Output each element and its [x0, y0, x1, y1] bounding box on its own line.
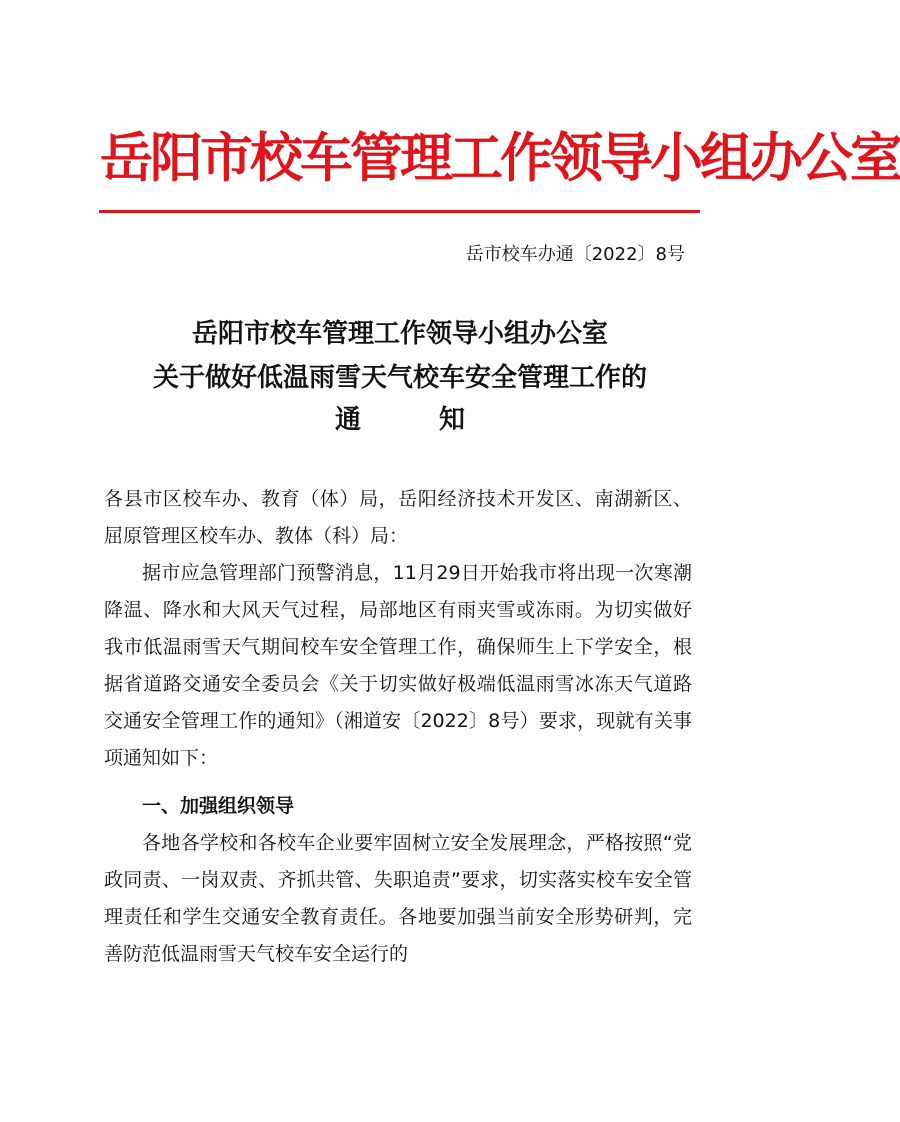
body-paragraph-1: 据市应急管理部门预警消息，11月29日开始我市将出现一次寒潮降温、降水和大风天气过程，局部地区有雨夹雪或冻雨。为切实做好我市低温雨雪天气期间校车安全管理工作，确保师生上下学安全，根据省道路交通安全委员会《关于切实做好极端低温雨雪冰冻天气道路交通安全管理工作的通知》（湘道安〔2022〕8号）要求，现就有关事项通知如下： — [104, 562, 692, 769]
title-word-zhi: 知 — [439, 405, 466, 435]
body-paragraph-2: 各地各学校和各校车企业要牢固树立安全发展理念，严格按照“党政同责、一岗双责、齐抓共管、失职追责”要求，切实落实校车安全管理责任和学生交通安全教育责任。各地要加强当前安全形势研判，完善防范低温雨雪天气校车安全运行的 — [104, 832, 692, 965]
title-line-3 — [100, 400, 700, 440]
title-word-tong: 通 — [334, 405, 361, 435]
title-line-2: 关于做好低温雨雪天气校车安全管理工作的 — [152, 363, 647, 393]
letterhead-red-rule — [99, 210, 700, 213]
document-number: 岳市校车办通〔2022〕8号 — [465, 244, 685, 265]
letterhead-org-name: 岳阳市校车管理工作领导小组办公室 — [100, 127, 900, 189]
title-line-1: 岳阳市校车管理工作领导小组办公室 — [191, 319, 608, 349]
addressee-paragraph: 各县市区校车办、教育（体）局，岳阳经济技术开发区、南湖新区、屈原管理区校车办、教体（科）局： — [104, 488, 692, 547]
section-heading-1: 一、加强组织领导 — [142, 795, 295, 817]
